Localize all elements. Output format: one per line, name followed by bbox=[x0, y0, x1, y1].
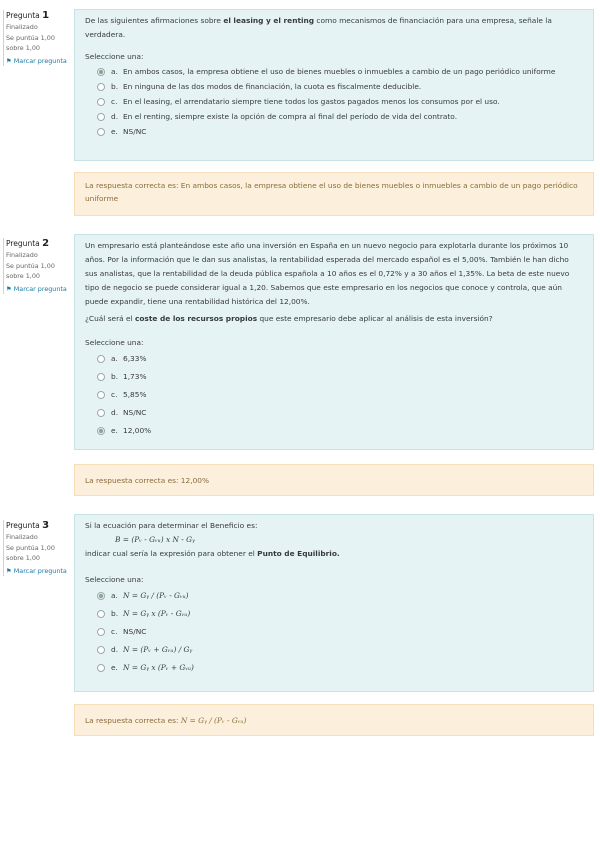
radio-button[interactable] bbox=[97, 373, 105, 381]
flag-question-link[interactable]: ⚑ Marcar pregunta bbox=[6, 285, 67, 293]
feedback-box: La respuesta correcta es: En ambos casos, la empresa obtiene el uso de bienes muebles o inmuebles a cambio de un pago periódico uniforme bbox=[74, 172, 594, 216]
question-intro: Si la ecuación para determinar el Beneficio es: bbox=[85, 521, 258, 530]
answer-option[interactable] bbox=[97, 422, 583, 440]
answer-option[interactable] bbox=[97, 659, 583, 677]
option-letter: b. bbox=[111, 372, 119, 381]
radio-button[interactable] bbox=[97, 391, 105, 399]
question-content bbox=[74, 514, 594, 692]
option-letter: d. bbox=[111, 408, 119, 417]
question-number: Pregunta 2 bbox=[6, 238, 50, 249]
answer-options bbox=[85, 587, 583, 677]
question-text: De las siguientes afirmaciones sobre el leasing y el renting como mecanismos de financiación para una empresa, señale la verdadera. bbox=[85, 16, 552, 39]
radio-button[interactable] bbox=[97, 68, 105, 76]
option-text: NS/NC bbox=[123, 627, 147, 636]
question-info bbox=[3, 10, 68, 66]
answer-prompt: Seleccione una: bbox=[85, 52, 144, 61]
radio-button[interactable] bbox=[97, 628, 105, 636]
answer-option[interactable] bbox=[97, 368, 583, 386]
answer-prompt: Seleccione una: bbox=[85, 575, 144, 584]
option-letter: e. bbox=[111, 126, 118, 136]
option-text: 1,73% bbox=[123, 372, 147, 381]
question-info bbox=[3, 238, 68, 294]
option-letter: d. bbox=[111, 645, 119, 654]
answer-option[interactable] bbox=[97, 404, 583, 422]
answer-option[interactable] bbox=[97, 64, 583, 79]
question-score: Se puntúa 1,00 sobre 1,00 bbox=[6, 544, 55, 562]
option-text: En el renting, siempre existe la opción de compra al final del período de vida del contrato. bbox=[123, 111, 458, 121]
option-letter: e. bbox=[111, 663, 118, 672]
question-info bbox=[3, 520, 68, 576]
answer-option[interactable] bbox=[97, 109, 583, 124]
radio-button[interactable] bbox=[97, 409, 105, 417]
option-text: 6,33% bbox=[123, 354, 147, 363]
option-text: N = Gᵧ / (Pᵥ - Gᵥᵤ) bbox=[123, 591, 189, 600]
answer-option[interactable] bbox=[97, 641, 583, 659]
question-state: Finalizado bbox=[6, 533, 38, 541]
answer-option[interactable] bbox=[97, 386, 583, 404]
feedback-box: La respuesta correcta es: N = Gᵧ / (Pᵥ - Gᵥᵤ) bbox=[74, 704, 594, 736]
option-text: En ambos casos, la empresa obtiene el uso de bienes muebles o inmuebles a cambio de un pago periódico uniforme bbox=[123, 66, 556, 76]
option-letter: a. bbox=[111, 591, 118, 600]
equation: B = (Pᵥ - Gᵥᵤ) x N - Gᵧ bbox=[115, 535, 195, 544]
question-number: Pregunta 1 bbox=[6, 10, 50, 21]
feedback-formula: N = Gᵧ / (Pᵥ - Gᵥᵤ) bbox=[180, 716, 247, 725]
answer-options bbox=[85, 64, 583, 139]
radio-button[interactable] bbox=[97, 113, 105, 121]
radio-button[interactable] bbox=[97, 592, 105, 600]
radio-button[interactable] bbox=[97, 610, 105, 618]
answer-option[interactable] bbox=[97, 94, 583, 109]
radio-button[interactable] bbox=[97, 355, 105, 363]
answer-option[interactable] bbox=[97, 350, 583, 368]
question-content bbox=[74, 234, 594, 450]
option-text: 5,85% bbox=[123, 390, 147, 399]
question-asked: ¿Cuál será el coste de los recursos propios que este empresario debe aplicar al análisis de esta inversión? bbox=[85, 314, 493, 323]
option-text: En el leasing, el arrendatario siempre tiene todos los gastos pagados menos los consumos por el uso. bbox=[123, 96, 500, 106]
question-text: Un empresario está planteándose este año una inversión en España en un nuevo negocio para explotarla durante los próximos 10 años. Por la información que le dan sus analistas, la rentabilidad esperada del mercado español es el 5,00%. También le han dicho sus analistas, que la rentabilidad de la deuda pública española a 10 años es el 0,72% y a 30 años el 1,35%. La beta de este nuevo tipo de negocio se puede considerar igual a 1,20. Sabemos que este empresario en los negocios que conoce y controla, que aún puede expandir, tiene una rentabilidad histórica del 12,00%. bbox=[85, 241, 570, 306]
radio-button[interactable] bbox=[97, 128, 105, 136]
flag-icon: ⚑ bbox=[6, 567, 14, 575]
flag-question-link[interactable]: ⚑ Marcar pregunta bbox=[6, 567, 67, 575]
flag-icon: ⚑ bbox=[6, 285, 14, 293]
option-letter: a. bbox=[111, 66, 118, 76]
option-letter: e. bbox=[111, 426, 118, 435]
option-letter: a. bbox=[111, 354, 118, 363]
answer-option[interactable] bbox=[97, 79, 583, 94]
answer-option[interactable] bbox=[97, 623, 583, 641]
option-text: N = (Pᵥ + Gᵥᵤ) / Gᵧ bbox=[123, 645, 193, 654]
option-text: N = Gᵧ x (Pᵥ - Gᵥᵤ) bbox=[123, 609, 191, 618]
question-state: Finalizado bbox=[6, 251, 38, 259]
option-letter: d. bbox=[111, 111, 119, 121]
answer-option[interactable] bbox=[97, 605, 583, 623]
answer-prompt: Seleccione una: bbox=[85, 338, 144, 347]
option-letter: c. bbox=[111, 627, 118, 636]
question-instruction: indicar cual sería la expresión para obtener el Punto de Equilibrio. bbox=[85, 549, 340, 558]
answer-option[interactable] bbox=[97, 587, 583, 605]
option-letter: c. bbox=[111, 96, 118, 106]
option-text: 12,00% bbox=[123, 426, 152, 435]
flag-question-link[interactable]: ⚑ Marcar pregunta bbox=[6, 57, 67, 65]
radio-button[interactable] bbox=[97, 98, 105, 106]
feedback-box: La respuesta correcta es: 12,00% bbox=[74, 464, 594, 496]
radio-button[interactable] bbox=[97, 427, 105, 435]
question-state: Finalizado bbox=[6, 23, 38, 31]
option-letter: b. bbox=[111, 81, 119, 91]
option-text: NS/NC bbox=[123, 408, 147, 417]
question-score: Se puntúa 1,00 sobre 1,00 bbox=[6, 34, 55, 52]
radio-button[interactable] bbox=[97, 83, 105, 91]
option-letter: c. bbox=[111, 390, 118, 399]
radio-button[interactable] bbox=[97, 646, 105, 654]
option-letter: b. bbox=[111, 609, 119, 618]
option-text: En ninguna de las dos modos de financiación, la cuota es fiscalmente deducible. bbox=[123, 81, 422, 91]
flag-icon: ⚑ bbox=[6, 57, 14, 65]
answer-option[interactable] bbox=[97, 124, 583, 139]
question-score: Se puntúa 1,00 sobre 1,00 bbox=[6, 262, 55, 280]
option-text: NS/NC bbox=[123, 126, 147, 136]
radio-button[interactable] bbox=[97, 664, 105, 672]
answer-options bbox=[85, 350, 583, 440]
question-content bbox=[74, 9, 594, 161]
option-text: N = Gᵧ x (Pᵥ + Gᵥᵤ) bbox=[123, 663, 194, 672]
question-number: Pregunta 3 bbox=[6, 520, 50, 531]
